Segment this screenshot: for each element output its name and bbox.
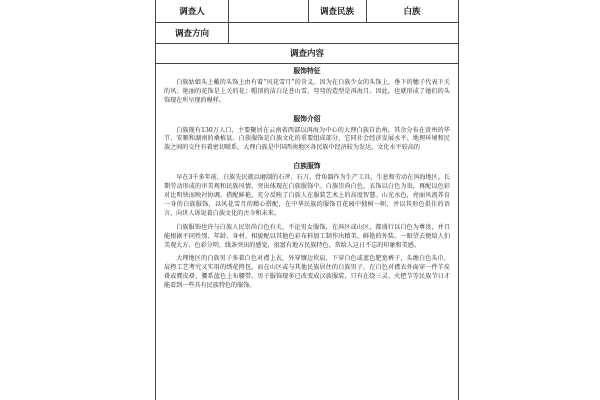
intro-paragraph: 白族现有130万人口，主要聚居在云南省西部以洱海为中心的大理白族自治州，其余分布在贵州的毕节、安顺和湖南的桑植县。白族服饰是白族文化的重要组成部分，它同社会经济发展水平、地理环境和民族之间的交往有着密切联系。大理白族是中国西南地区各民族中经济较为发达、文化水平较高的 — [164, 126, 450, 152]
investigator-value — [228, 0, 308, 22]
section-title-costume: 白族服饰 — [293, 162, 321, 171]
section-title-intro: 服饰介绍 — [293, 114, 321, 123]
costume-paragraph-2: 白族服饰也许与白族人民崇尚白色有关，不论男女服饰，在洱区或山区，都盛行以白色为尊贵，并且能根据不同性别、年龄、身材、相貌配以其他色彩布料加工制作出精美、鲜艳的外装。一眼望去便给人们美观大方、色彩分明、线条突出的感觉，很富有地方民族特色，常给人这日不忘的印象和美感。 — [164, 223, 450, 249]
section-title-features: 服饰特征 — [293, 67, 321, 75]
header-row-2 — [156, 22, 458, 44]
ethnic-value: 白族 — [403, 7, 421, 17]
direction-value — [228, 22, 458, 43]
content-label: 调查内容 — [289, 49, 324, 59]
features-paragraph: 白族姑娘头上戴的头饰上由有着“风花雪月”的含义。因为在白族少女的头饰上，垂下的穗子代表下关的风；艳丽的花饰是上关的花；帽顶的洁白是苍山雪，弯弯的造型是洱海月。因此，也就形成了她们的头饰现在所呈现的模样。 — [164, 78, 450, 104]
header-row-1 — [156, 0, 458, 23]
direction-label: 调查方向 — [174, 28, 209, 39]
survey-form-table — [155, 0, 459, 400]
ethnic-label: 调查民族 — [319, 7, 354, 17]
content-body — [164, 67, 450, 296]
costume-paragraph-3: 大理地区的白族男子多着白色对襟上衣，外穿镶边坎肩，下穿白色或蓝色肥宽裤子，头缠白色头巾，肩挎工艺考究又实用的绣花挎包。而在山区或与其他民族居住的白族男子，在白色对襟衣外面穿一件羊皮褂或麂皮褂，腰系蓝色上布腰带。男子服饰现多已改变成汉族服装，只有在绕三灵、火把节等民族节日才能看到一些具有民族特色的服饰。 — [164, 255, 450, 290]
costume-paragraph-1: 早在3千多年前，白族先民就以磨制的石斧、石刀、骨角器作为生产工具，生息和劳动在洱海地区。长期劳动形成的审美观和民族风情，突出体现在白族服饰中。白族崇尚白色，衣饰以白色为贵，再配以色彩对比明快而映衬协调，搭配鲜艳，充分反映了白族人在服装艺术上的高度智慧。山光水色，亮丽风流养育一身的白族服饰，以风花雪月的精心搭配，在中华民族的服饰百花园中独树一帜，并以其形色俱佳的语言，向世人诉说着白族文化的古今和未来。 — [164, 174, 450, 217]
content-header-row — [156, 43, 458, 64]
investigator-label: 调查人 — [179, 7, 205, 17]
